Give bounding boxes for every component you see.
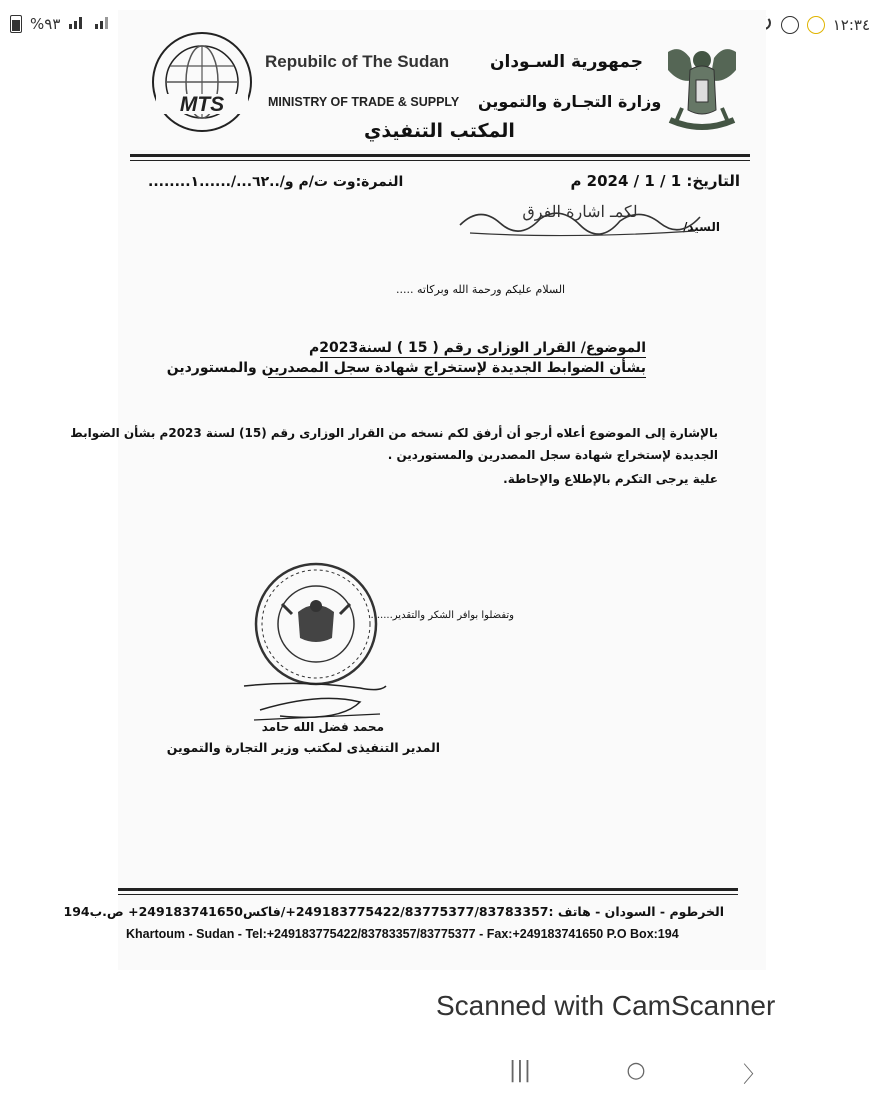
clock: ١٢:٣٤ bbox=[832, 16, 870, 34]
header-divider-thin bbox=[130, 160, 750, 161]
subject-line-1: الموضوع/ القرار الوزارى رقم ( 15 ) لسنة2023م bbox=[308, 340, 646, 356]
signer-name: محمد فضل الله حامد bbox=[261, 720, 384, 734]
footer-english-contact: Khartoum - Sudan - Tel:+249183775422/83783357/83775377 - Fax:+249183741650 P.O Box:194 bbox=[126, 927, 679, 941]
home-icon[interactable]: ○ bbox=[626, 1058, 646, 1083]
en-country-title: Repubilc of The Sudan bbox=[265, 52, 450, 71]
battery-percent: %٩٣ bbox=[30, 15, 61, 33]
signal-icon bbox=[94, 15, 112, 33]
handwritten-recipient bbox=[450, 195, 710, 240]
letter-date: التاريخ: 1 / 1 / 2024 م bbox=[570, 172, 740, 190]
navigation-bar bbox=[0, 1050, 884, 1090]
sudan-emblem-icon bbox=[660, 40, 744, 140]
recipient-prefix: السيد/ bbox=[682, 220, 720, 234]
subject-underline bbox=[268, 377, 646, 378]
closing-thanks: وتفضلوا بوافر الشكر والتقدير....... bbox=[370, 610, 514, 621]
signal-icon bbox=[68, 15, 86, 33]
body-line-2: الجديدة لإستخراج شهادة سجل المصدرين والمستوردين . bbox=[387, 448, 718, 462]
back-icon[interactable]: 〉 bbox=[742, 1063, 765, 1088]
footer-divider-thin bbox=[118, 894, 738, 895]
subject-underline bbox=[320, 357, 646, 358]
body-line-1: بالإشارة إلى الموضوع أعلاه أرجو أن أرفق لكم نسخه من القرار الوزارى رقم (15) لسنة 2023م بشأن الضوابط bbox=[70, 426, 718, 440]
camscanner-watermark: Scanned with CamScanner bbox=[436, 990, 776, 1021]
svg-text:لكمـ اشارة الفرق: لكمـ اشارة الفرق bbox=[522, 202, 638, 221]
footer-arabic-contact: الخرطوم - السودان - هاتف :249183775422/83775377/83783357+/فاكس249183741650+ ص.ب194 bbox=[63, 904, 724, 919]
ministry-logo bbox=[150, 26, 254, 142]
whatsapp-business-icon bbox=[807, 16, 825, 34]
letter-reference: النمرة:وت ت/م و/..٦٢.../......١........ bbox=[148, 174, 404, 190]
svg-text:MTS: MTS bbox=[179, 93, 225, 116]
signature bbox=[240, 662, 390, 726]
whatsapp-icon bbox=[781, 16, 799, 34]
ar-office-title: المكتب التنفيذي bbox=[364, 120, 515, 142]
battery-icon bbox=[10, 15, 22, 33]
en-ministry-title: MINISTRY OF TRADE & SUPPLY bbox=[268, 95, 460, 109]
recents-icon[interactable]: ||| bbox=[508, 1058, 532, 1083]
subject-line-2: بشأن الضوابط الجديدة لإستخراج شهادة سجل المصدرين والمستوردين bbox=[166, 360, 646, 376]
footer-divider bbox=[118, 888, 738, 891]
body-line-3: علية يرجى التكرم بالإطلاع والإحاطة. bbox=[503, 472, 718, 486]
ar-country-title: جمهورية السـودان bbox=[490, 52, 643, 72]
signer-title: المدير التنفيذى لمكتب وزير التجارة والتموين bbox=[166, 740, 440, 755]
header-divider bbox=[130, 154, 750, 157]
ar-ministry-title: وزارة التجـارة والتموين bbox=[478, 92, 662, 111]
greeting: السلام عليكم ورحمة الله وبركاته ..... bbox=[396, 283, 566, 296]
